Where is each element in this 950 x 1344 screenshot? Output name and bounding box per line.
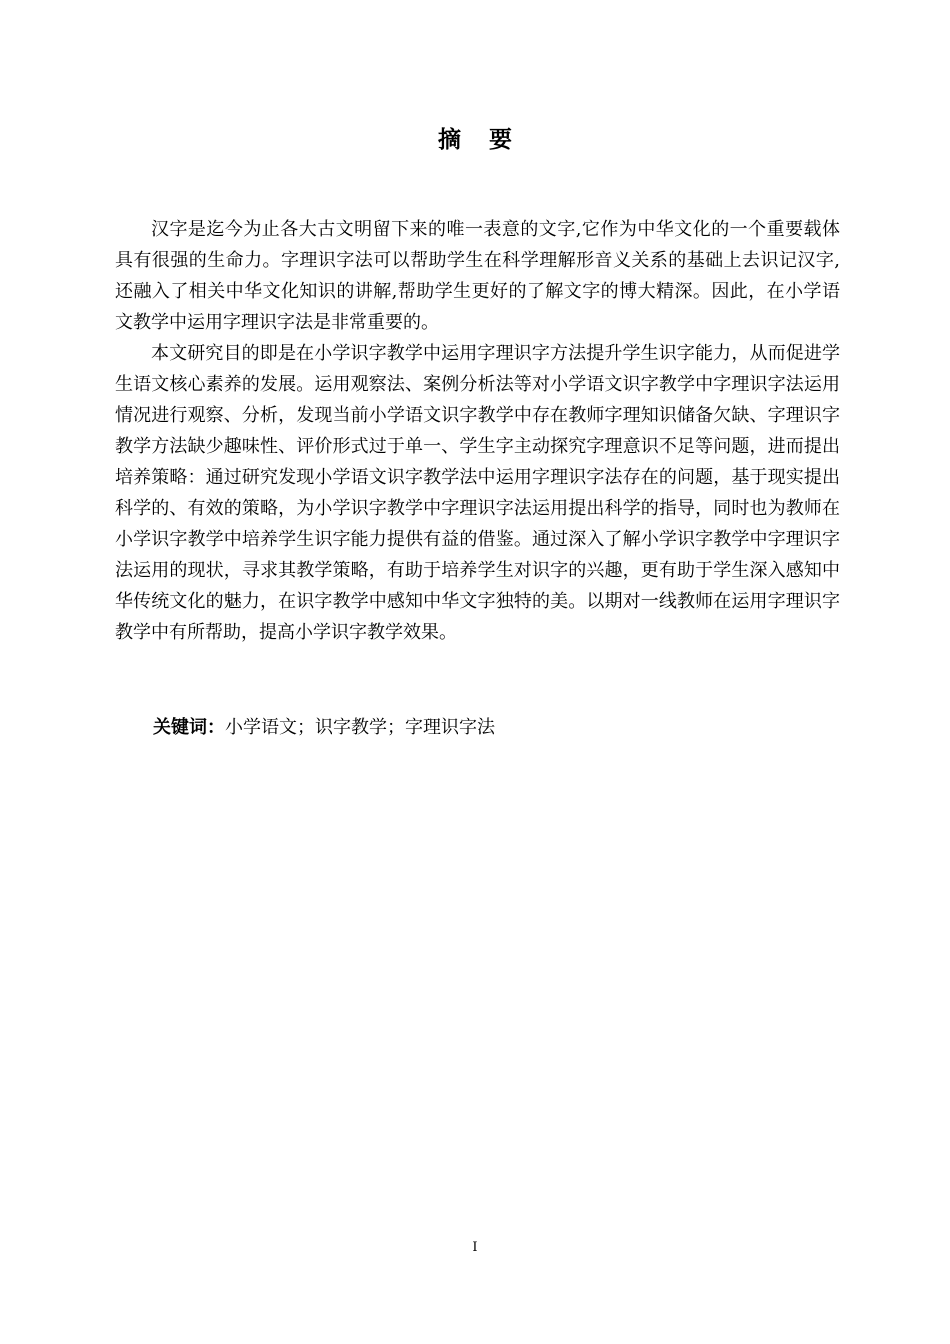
page-number: I [472,1240,478,1255]
abstract-paragraph: 本文研究目的即是在小学识字教学中运用字理识字方法提升学生识字能力，从而促进学生语文核心素养的发展。运用观察法、案例分析法等对小学语文识字教学中字理识字法运用情况进行观察、分析，发现当前小学语文识字教学中存在教师字理知识储备欠缺、字理识字教学方法缺少趣味性、评价形式过于单一、学生字主动探究字理意识不足等问题，进而提出培养策略：通过研究发现小学语文识字教学法中运用字理识字法存在的问题，基于现实提出科学的、有效的策略，为小学识字教学中字理识字法运用提出科学的指导，同时也为教师在小学识字教学中培养学生识字能力提供有益的借鉴。通过深入了解小学识字教学中字理识字法运用的现状，寻求其教学策略，有助于培养学生对识字的兴趣，更有助于学生深入感知中华传统文化的魅力，在识字教学中感知中华文字独特的美。以期对一线教师在运用字理识字教学中有所帮助，提高小学识字教学效果。 [115,343,840,643]
keywords-line [153,712,495,743]
abstract-paragraph: 汉字是迄今为止各大古文明留下来的唯一表意的文字,它作为中华文化的一个重要载体具有很强的生命力。字理识字法可以帮助学生在科学理解形音义关系的基础上去识记汉字,还融入了相关中华文化知识的讲解,帮助学生更好的了解文字的博大精深。因此，在小学语文教学中运用字理识字法是非常重要的。 [115,219,840,333]
abstract-body [115,214,840,648]
abstract-title: 摘要 [438,127,540,153]
keywords-value: 小学语文；识字教学；字理识字法 [225,717,495,738]
keywords-label: 关键词： [153,717,225,738]
